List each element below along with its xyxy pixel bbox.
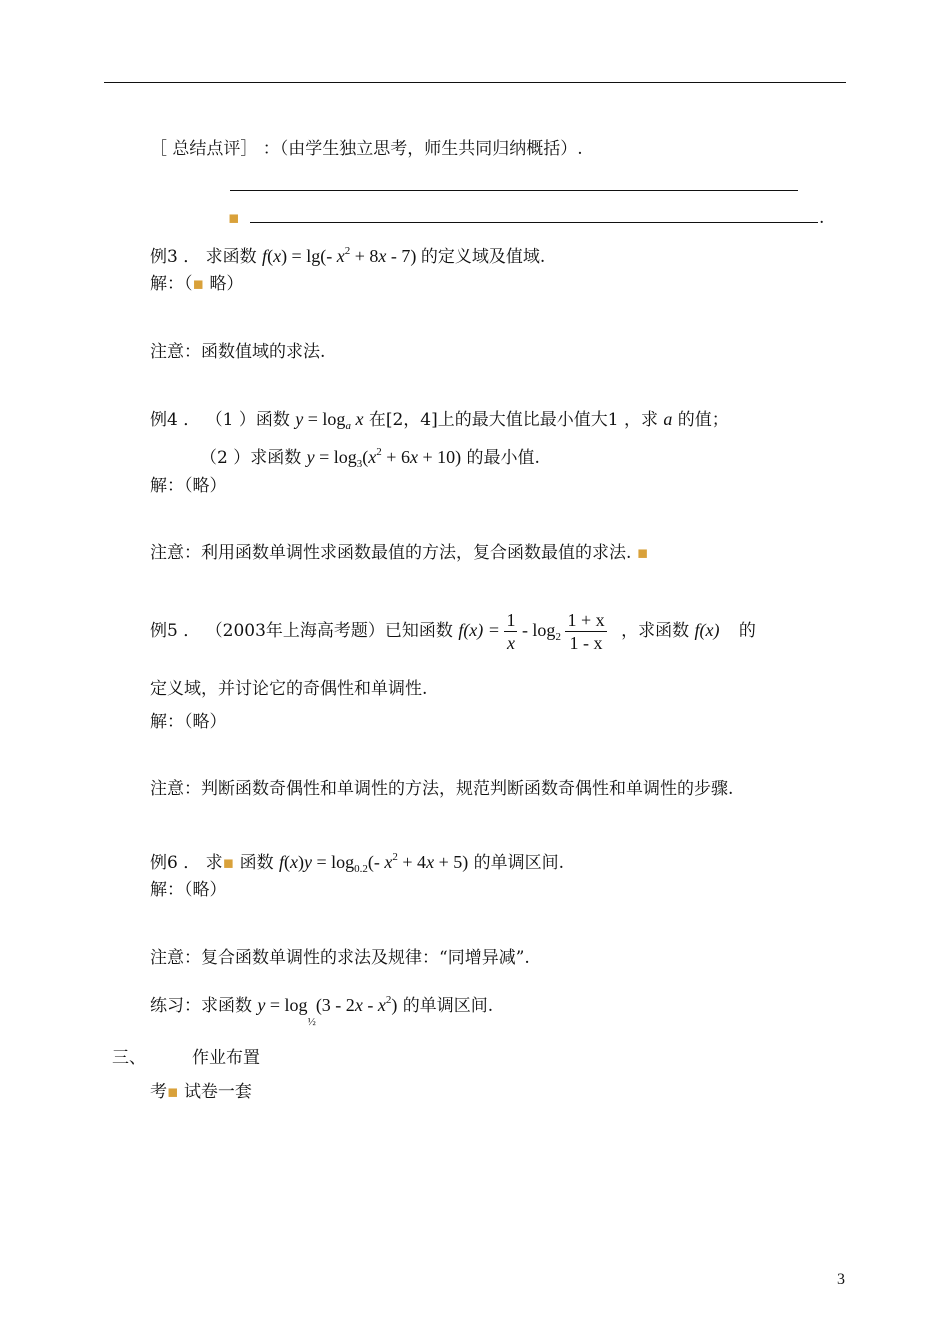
example-6-prefix-b: 函数 (239, 853, 274, 873)
example-3-label: 例3 ． (150, 247, 201, 267)
example-4-solution: 解：（略） (150, 476, 227, 496)
page-number: 3 (837, 1271, 845, 1288)
example-5-fx: f(x) (694, 620, 720, 640)
stray-mark: ▪ (636, 543, 649, 563)
example-4-part2-formula: $y = \log_3(x^2 + 6x + 10)$ (306, 446, 462, 470)
example-4-part1-formula: $y = \log_a x$ (295, 409, 364, 432)
homework (150, 1080, 252, 1104)
header-rule (104, 82, 846, 83)
homework-prefix: 考 (150, 1082, 167, 1102)
blank-end-period: . (819, 208, 825, 228)
example-6-solution: 解：（略） (150, 880, 227, 900)
example-3-prefix: 求函数 (205, 247, 257, 267)
example-5-prefix: （2003年上海高考题）已知函数 (205, 621, 453, 641)
section-3-title: 作业布置 (192, 1048, 260, 1068)
summary-prompt: ［ 总结点评］ ：（由学生独立思考，师生共同归纳概括）. (150, 139, 583, 159)
example-3-suffix: 的定义域及值域. (420, 247, 546, 267)
example-4-var: a (663, 409, 673, 429)
stray-mark: ▪ (167, 1082, 179, 1102)
example-5-end: 的 (738, 621, 756, 641)
example-4-label: 例4 ． (150, 410, 201, 430)
note-2-text: 注意：利用函数单调性求函数最值的方法，复合函数最值的求法. (150, 543, 632, 563)
example-5-line-2: 定义域，并讨论它的奇偶性和单调性. (150, 679, 428, 699)
example-6-prefix-a: 求 (205, 853, 223, 873)
example-6-formula: $f(x)y = \log_{0.2}(-$ $x^2 + 4x + 5$) (278, 851, 469, 875)
practice-suffix: 的单调区间. (402, 996, 494, 1016)
practice-prefix: 练习：求函数 (150, 996, 252, 1016)
practice-formula: $y = \log_{\frac{1}{2}}(3 - 2x - x^2)$ (257, 994, 398, 1028)
note-4: 注意：复合函数单调性的求法及规律：“同增异减”. (150, 948, 530, 968)
example-4-part1-prefix: （1 ）函数 (205, 410, 290, 430)
practice (150, 988, 493, 1034)
example-4-part1-end: 的值； (677, 410, 729, 430)
example-5-formula: f(x) = $\frac{1}{x}$ - $\log_2$ $\frac{1 + x}{1 - x}$ (458, 610, 605, 654)
example-6-label: 例6 ． (150, 853, 201, 873)
example-4-part-1 (150, 407, 729, 438)
fraction-log-argument: $\frac{1 + x}{1 - x}$ (567, 610, 605, 654)
answer-blank-1 (230, 190, 798, 191)
example-3-formula: f(x) = lg(- $x^2 + 8x - 7$) (262, 245, 421, 266)
example-5-solution: 解：（略） (150, 712, 227, 732)
stray-mark: ▪ (222, 853, 235, 873)
note-1: 注意：函数值域的求法. (150, 342, 326, 362)
example-4-part-2 (200, 440, 540, 476)
stray-mark: ▪ (192, 274, 205, 294)
stray-mark: ▪ (228, 208, 240, 228)
note-2 (150, 541, 648, 565)
example-3-solution (150, 272, 243, 296)
example-4-part1-suffix: 在[2，4]上的最大值比最小值大1 ，求 (368, 410, 658, 430)
section-3-number: 三、 (112, 1048, 146, 1068)
answer-blank-2 (250, 222, 818, 223)
note-3: 注意：判断函数奇偶性和单调性的方法，规范判断函数奇偶性和单调性的步骤. (150, 779, 734, 799)
example-6-suffix: 的单调区间. (473, 853, 565, 873)
example-4-part2-suffix: 的最小值. (466, 448, 540, 468)
example-3 (150, 239, 545, 269)
fraction-one-over-x: $\frac{1}{x}$ (506, 610, 516, 654)
example-5-label: 例5 ． (150, 621, 201, 641)
example-4-part2-prefix: （2 ）求函数 (200, 448, 302, 468)
example-5-suffix: ，求函数 (621, 621, 690, 641)
solution-label: 解：（ (150, 274, 193, 294)
homework-text: 试卷一套 (183, 1082, 252, 1102)
example-5 (150, 608, 756, 659)
example-6 (150, 845, 564, 881)
solution-text: 略） (209, 274, 244, 294)
